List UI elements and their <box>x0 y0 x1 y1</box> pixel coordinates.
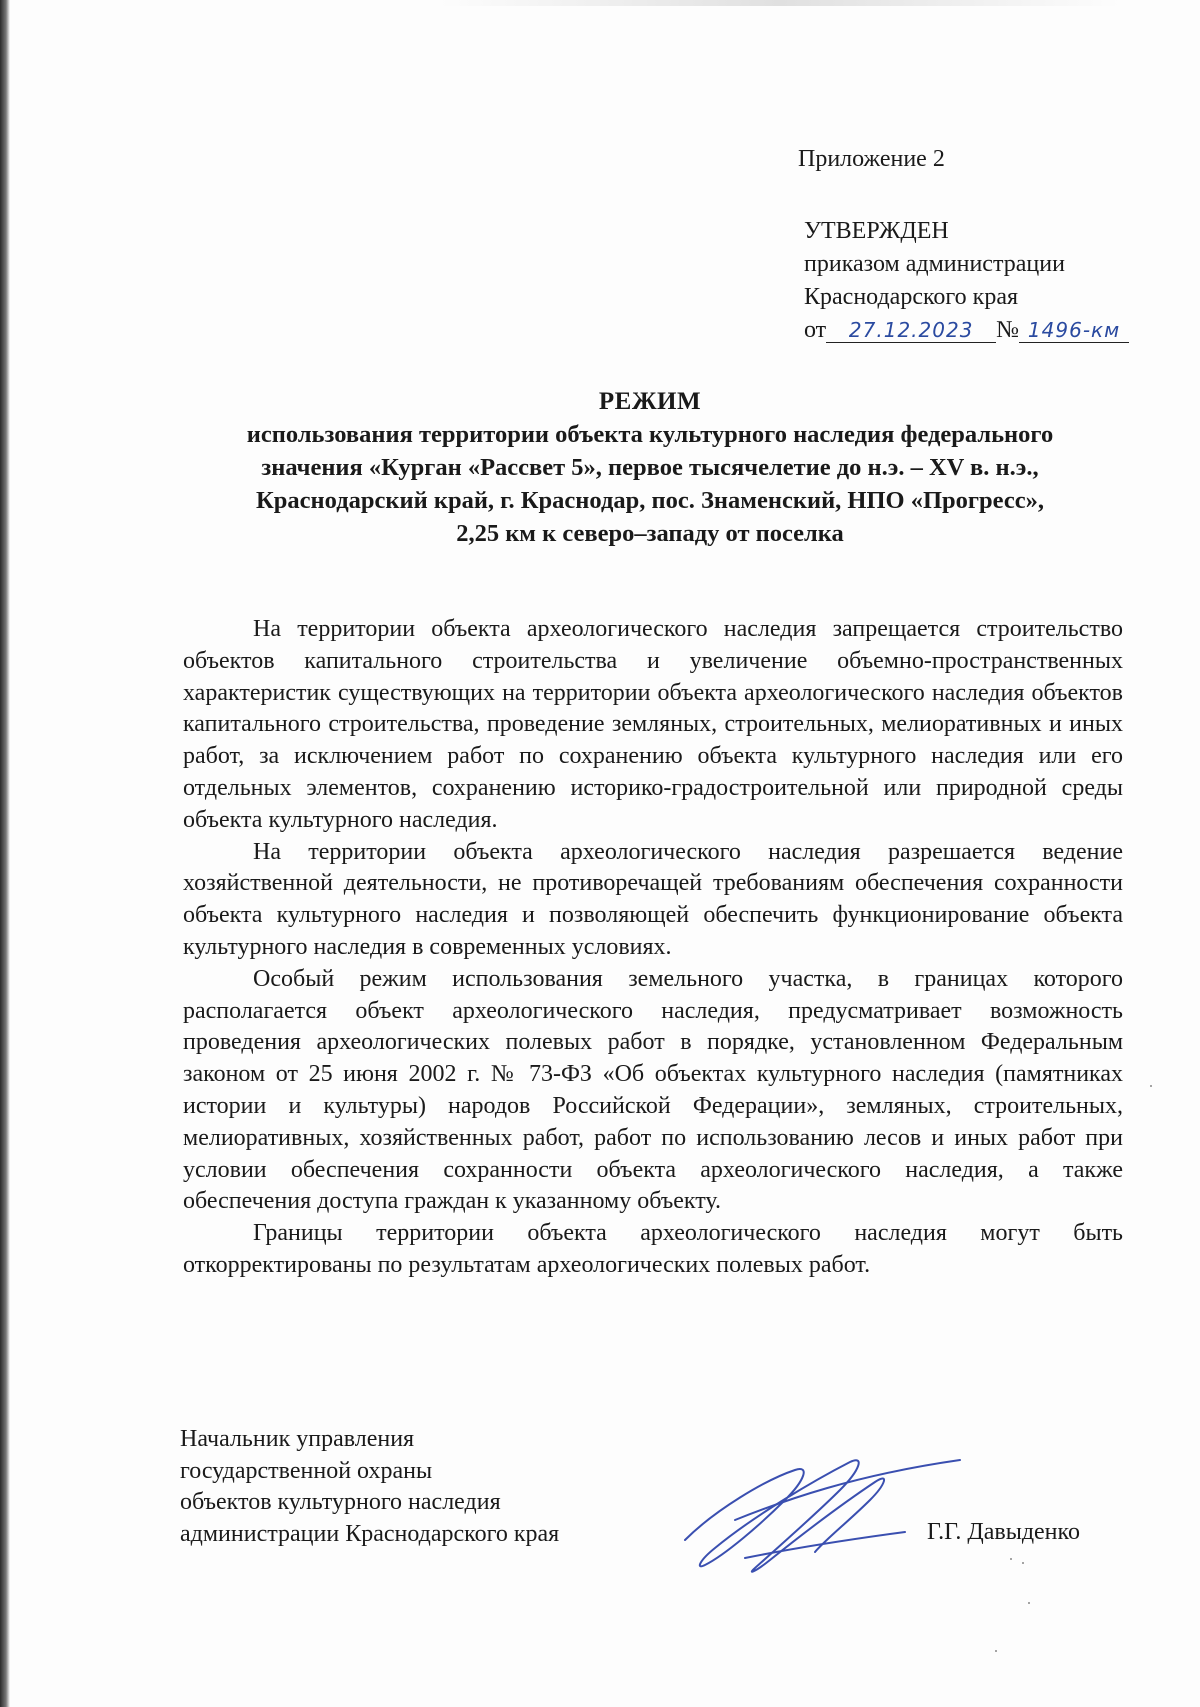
signatory-position <box>180 1424 559 1550</box>
scan-edge-shadow <box>0 0 10 1707</box>
handwritten-order-date: 27.12.2023 <box>826 318 996 343</box>
title-line-2: значения «Курган «Рассвет 5», первое тысячелетие до н.э. – XV в. н.э., <box>261 454 1039 481</box>
position-line-3: объектов культурного наследия <box>180 1489 501 1515</box>
title-line-3: Краснодарский край, г. Краснодар, пос. Знаменский, НПО «Прогресс», <box>256 487 1044 514</box>
number-prefix: № <box>996 317 1020 343</box>
scan-speck <box>1150 1085 1152 1087</box>
handwritten-signature <box>675 1440 965 1580</box>
position-line-4: администрации Краснодарского края <box>180 1520 560 1547</box>
signatory-name: Г.Г. Давыденко <box>927 1519 1080 1545</box>
approval-block <box>804 215 1129 347</box>
signature-strokes <box>685 1460 960 1572</box>
scan-speck <box>1010 1558 1012 1560</box>
paragraph-permitted-activity: На территории объекта археологического наследия разрешается ведение хозяйственной деятельности, не противоречащей требованиям обеспечения сохранности объекта культурного наследия и позволяющей обеспечить функционирование объекта культурного наследия в современных условиях. <box>183 838 1123 960</box>
position-line-2: государственной охраны <box>180 1457 433 1484</box>
handwritten-order-number: 1496-км <box>1019 318 1129 343</box>
paragraph-boundaries: Границы территории объекта археологического наследия могут быть откорректированы по результатам археологических полевых работ. <box>183 1220 1123 1278</box>
scan-top-artifact <box>440 0 1120 6</box>
approved-label: УТВЕРЖДЕН <box>804 218 949 244</box>
document-title <box>170 385 1130 550</box>
title-line-1: использования территории объекта культурного наследия федерального <box>246 421 1054 448</box>
scan-speck <box>1028 1602 1030 1604</box>
date-prefix: от <box>804 317 827 343</box>
document-body <box>183 614 1123 1282</box>
scan-speck <box>995 1650 997 1652</box>
order-date-number-line <box>804 314 1129 347</box>
scan-speck <box>1022 1562 1024 1564</box>
approved-by-line-2: Краснодарского края <box>804 284 1019 310</box>
position-line-1: Начальник управления <box>180 1426 415 1452</box>
approved-by-line-1: приказом администрации <box>804 251 1065 277</box>
appendix-label: Приложение 2 <box>798 146 945 172</box>
title-main: РЕЖИМ <box>598 388 702 415</box>
title-line-4: 2,25 км к северо–западу от поселка <box>456 520 844 547</box>
paragraph-prohibitions: На территории объекта археологического наследия запрещается строительство объектов капитального строительства и увеличение объемно-пространственных характеристик существующих на территории объекта археологического наследия объектов капитального строительства, проведение земляных, строительных, мелиоративных и иных работ, за исключением работ по сохранению объекта культурного наследия или его отдельных элементов, сохранению историко-градостроительной или природной среды объекта культурного наследия. <box>183 616 1123 833</box>
paragraph-special-regime: Особый режим использования земельного участка, в границах которого располагается объект археологического наследия, предусматривает возможность проведения археологических полевых работ в порядке, установленном Федеральным законом от 25 июня 2002 г. № 73-ФЗ «Об объектах культурного наследия (памятниках истории и культуры) народов Российской Федерации», земляных, строительных, мелиоративных, хозяйственных работ, работ по использованию лесов и иных работ при условии обеспечения сохранности объекта археологического наследия, а также обеспечения доступа граждан к указанному объекту. <box>183 965 1123 1215</box>
